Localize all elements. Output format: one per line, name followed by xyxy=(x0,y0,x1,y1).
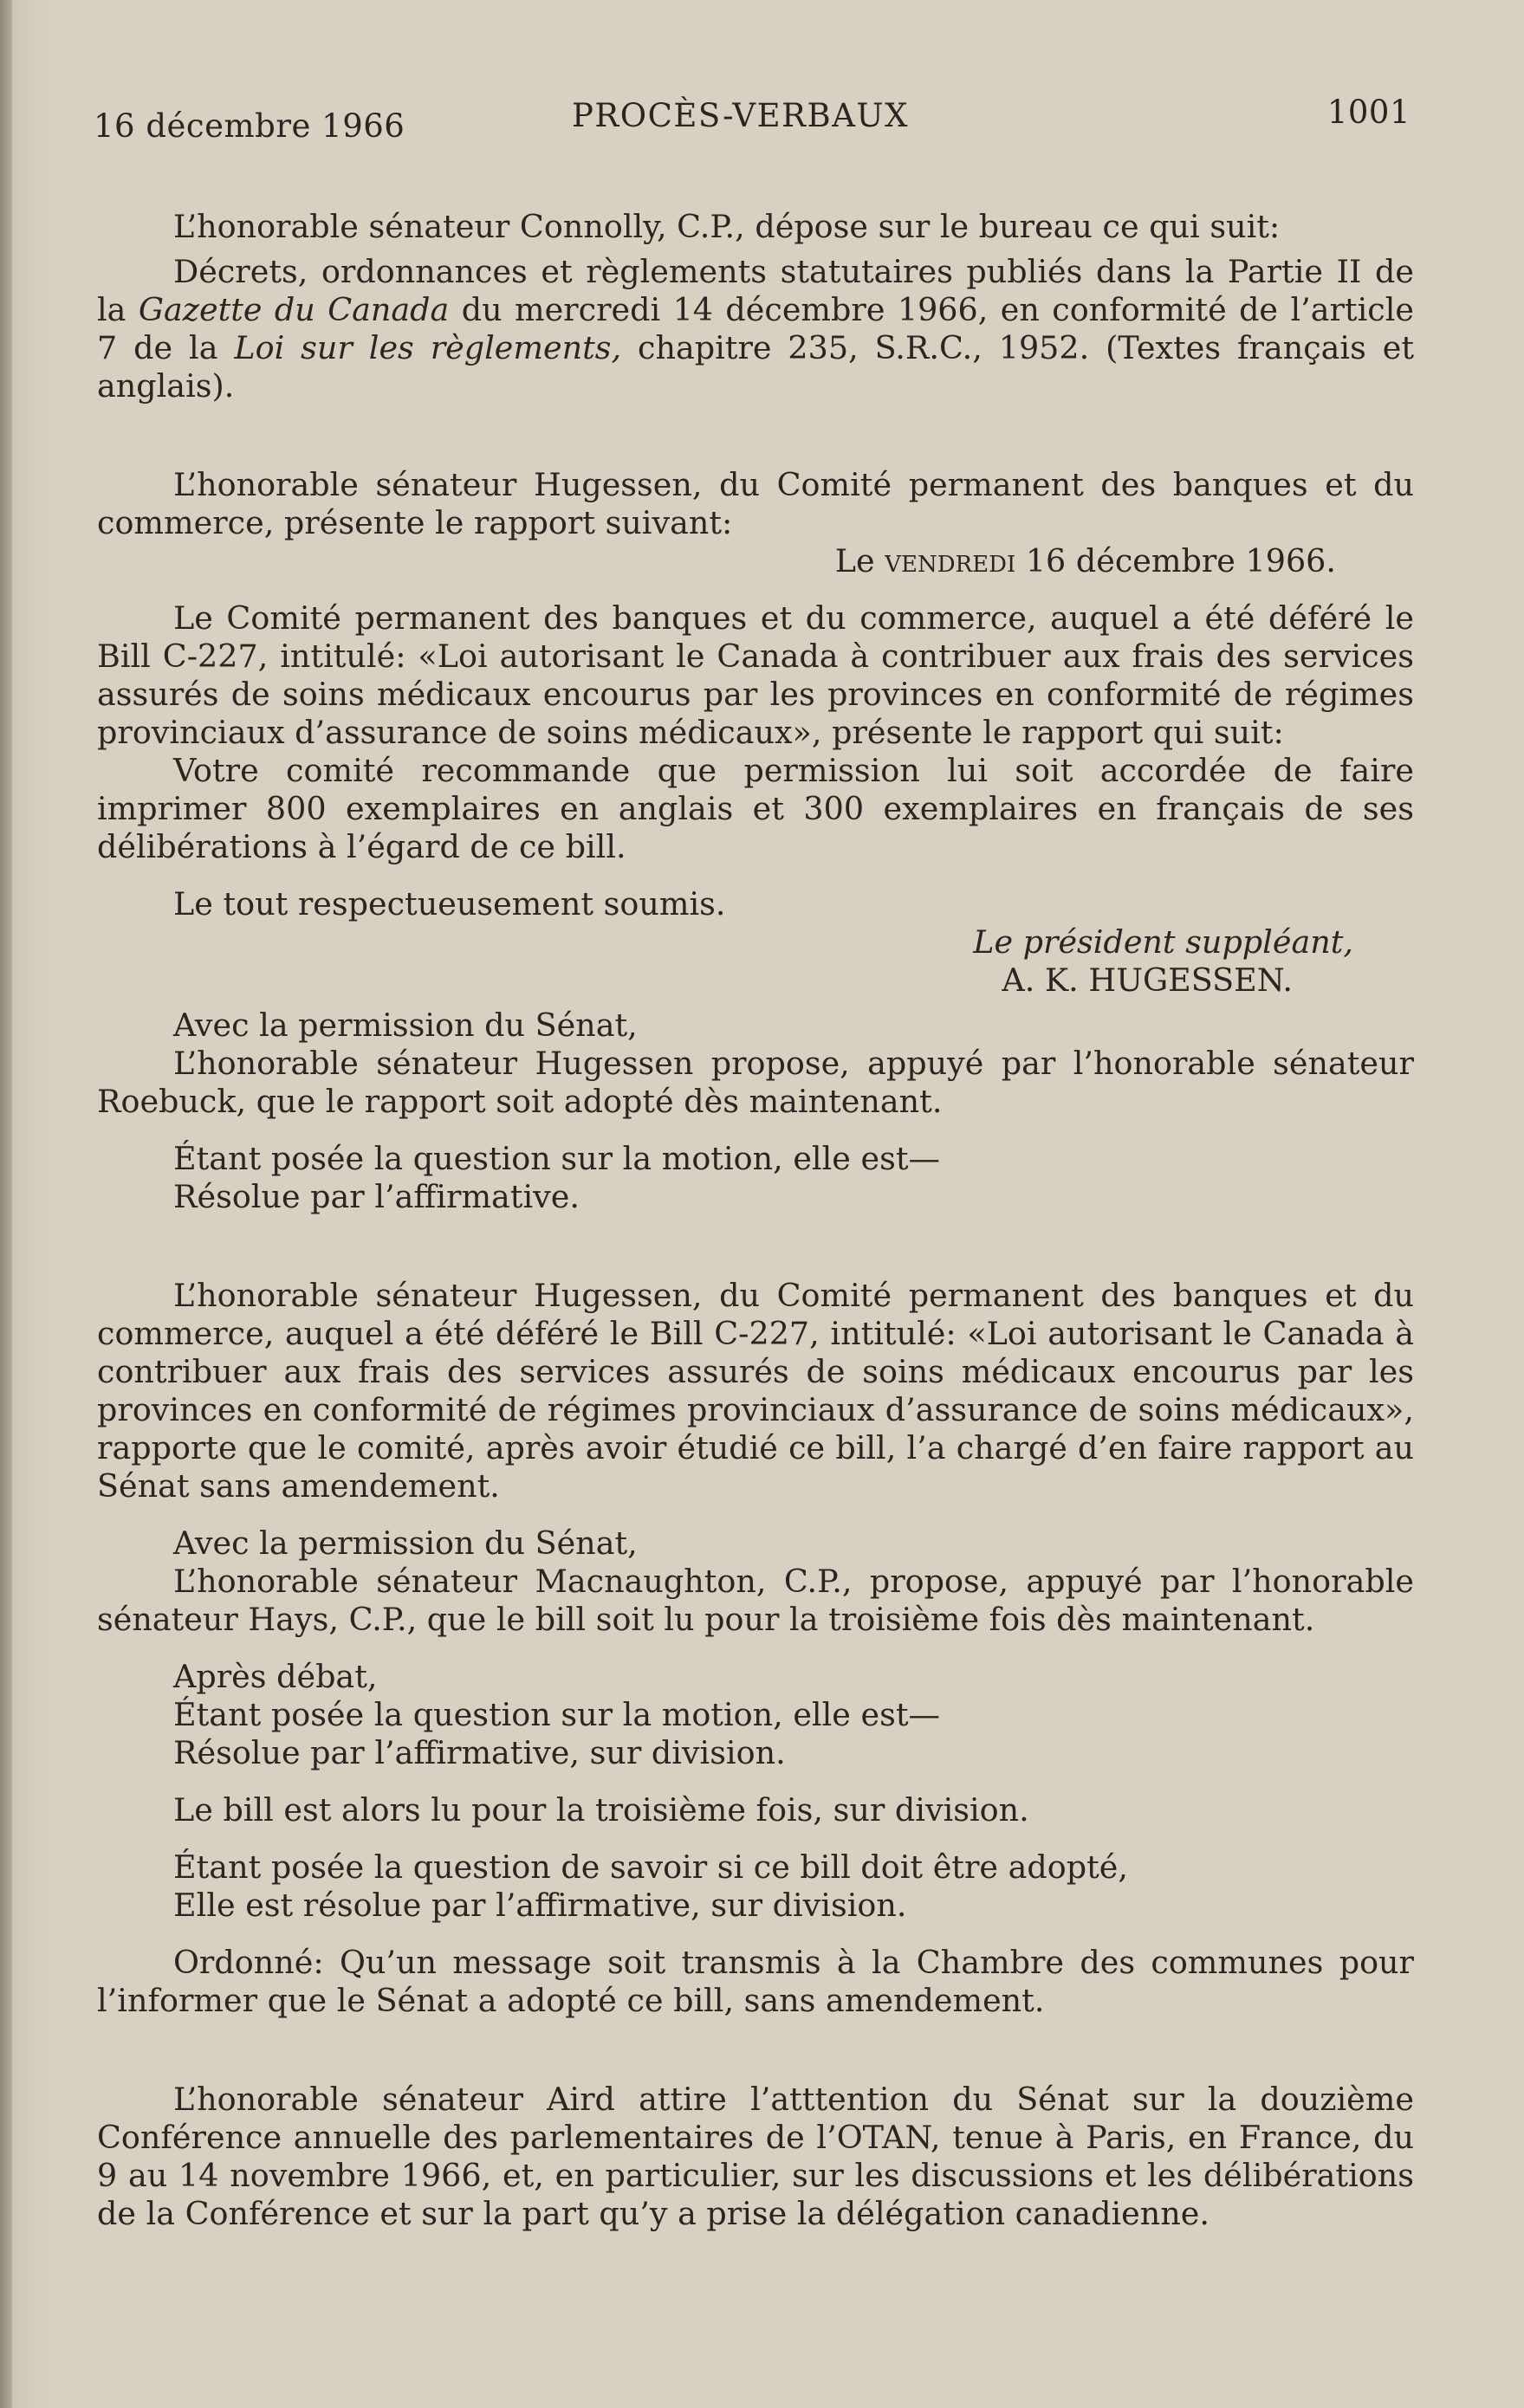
report-date-le: Le xyxy=(834,542,885,579)
paragraph-submitted: Le tout respectueusement soumis. xyxy=(173,885,726,922)
loi-title: Loi sur les règlements, xyxy=(234,329,622,366)
paragraph-motion-1: L’honorable sénateur Hugessen propose, appuyé par l’honorable sénateur Roebuck, que le rapport soit adopté dès maintenant. xyxy=(97,1045,1414,1120)
signature-name: A. K. HUGESSEN. xyxy=(1002,961,1293,999)
paragraph-question-3: Étant posée la question de savoir si ce bill doit être adopté, xyxy=(173,1848,1128,1886)
paragraph-resolution-3: Elle est résolue par l’affirmative, sur division. xyxy=(173,1887,907,1924)
paragraph-ordered: Ordonné: Qu’un message soit transmis à la Chambre des communes pour l’informer que le Sénat a adopté ce bill, sans amendement. xyxy=(97,1944,1414,2019)
page-number: 1001 xyxy=(1326,94,1411,131)
running-header xyxy=(94,94,1411,146)
paragraph-aird: L’honorable sénateur Aird attire l’atttention du Sénat sur la douzième Conférence annuelle des parlementaires de l’OTAN, tenue à Paris, en France, du 9 au 14 novembre 1966, et, en particulier, sur les discussions et les délibérations de la Conférence et sur la part qu’y a prise la délégation canadienne. xyxy=(97,2081,1414,2232)
paragraph-permission-2: Avec la permission du Sénat, xyxy=(173,1524,638,1562)
page-spine-shadow xyxy=(0,0,12,2408)
paragraph-question-1: Étant posée la question sur la motion, elle est— xyxy=(173,1140,940,1177)
paragraph-permission-1: Avec la permission du Sénat, xyxy=(173,1007,638,1044)
paragraph-resolution-1: Résolue par l’affirmative. xyxy=(173,1178,580,1215)
report-date-day: vendredi xyxy=(885,542,1016,579)
gazette-title: Gazette du Canada xyxy=(138,291,450,328)
paragraph-resolution-2: Résolue par l’affirmative, sur division. xyxy=(173,1734,786,1771)
paragraph-question-2: Étant posée la question sur la motion, elle est— xyxy=(173,1696,940,1733)
paragraph-motion-2: L’honorable sénateur Macnaughton, C.P., propose, appuyé par l’honorable sénateur Hays, C.P., que le bill soit lu pour la troisième fois dès maintenant. xyxy=(97,1563,1414,1638)
paragraph-committee-report: Le Comité permanent des banques et du commerce, auquel a été déféré le Bill C-227, intitulé: «Loi autorisant le Canada à contribuer aux frais des services assurés de soins médicaux encourus par les provinces en conformité de régimes provinciaux d’assurance de soins médicaux», présente le rapport qui suit: xyxy=(97,599,1414,751)
paragraph-third-reading: Le bill est alors lu pour la troisième fois, sur division. xyxy=(173,1791,1029,1829)
paragraph-hugessen-bill-report: L’honorable sénateur Hugessen, du Comité permanent des banques et du commerce, auquel a été déféré le Bill C-227, intitulé: «Loi autorisant le Canada à contribuer aux frais des services assurés de soins médicaux encourus par les provinces en conformité de régimes provinciaux d’assurance de soins médicaux», rapporte que le comité, après avoir étudié ce bill, l’a chargé d’en faire rapport au Sénat sans amendement. xyxy=(97,1277,1414,1505)
paragraph-connolly: L’honorable sénateur Connolly, C.P., dépose sur le bureau ce qui suit: xyxy=(173,208,1281,245)
signature-title-text: Le président suppléant, xyxy=(973,923,1353,961)
paragraph-debate: Après débat, xyxy=(173,1658,378,1695)
paragraph-hugessen-report-intro: L’honorable sénateur Hugessen, du Comité permanent des banques et du commerce, présente le rapport suivant: xyxy=(97,466,1414,541)
decrets-text-a: Décrets, ordonnances et règlements statutaires publiés dans la Partie II de la xyxy=(97,253,1414,328)
signature-title xyxy=(97,923,1414,961)
paragraph-decrets xyxy=(97,253,1414,405)
header-date: 16 décembre 1966 xyxy=(94,107,405,145)
paragraph-recommendation: Votre comité recommande que permission lui soit accordée de faire imprimer 800 exemplaires en anglais et 300 exemplaires en français de ses délibérations à l’égard de ce bill. xyxy=(97,752,1414,865)
header-title: PROCÈS-VERBAUX xyxy=(572,97,909,134)
page-body xyxy=(97,208,1414,2233)
decrets-text-c: chapitre 235, S.R.C., 1952. (Textes français et anglais). xyxy=(97,329,1414,405)
report-date xyxy=(97,542,1414,580)
report-date-rest: 16 décembre 1966. xyxy=(1015,542,1336,579)
decrets-text-b: du mercredi 14 décembre 1966, en conformité de l’article 7 de la xyxy=(97,291,1414,366)
